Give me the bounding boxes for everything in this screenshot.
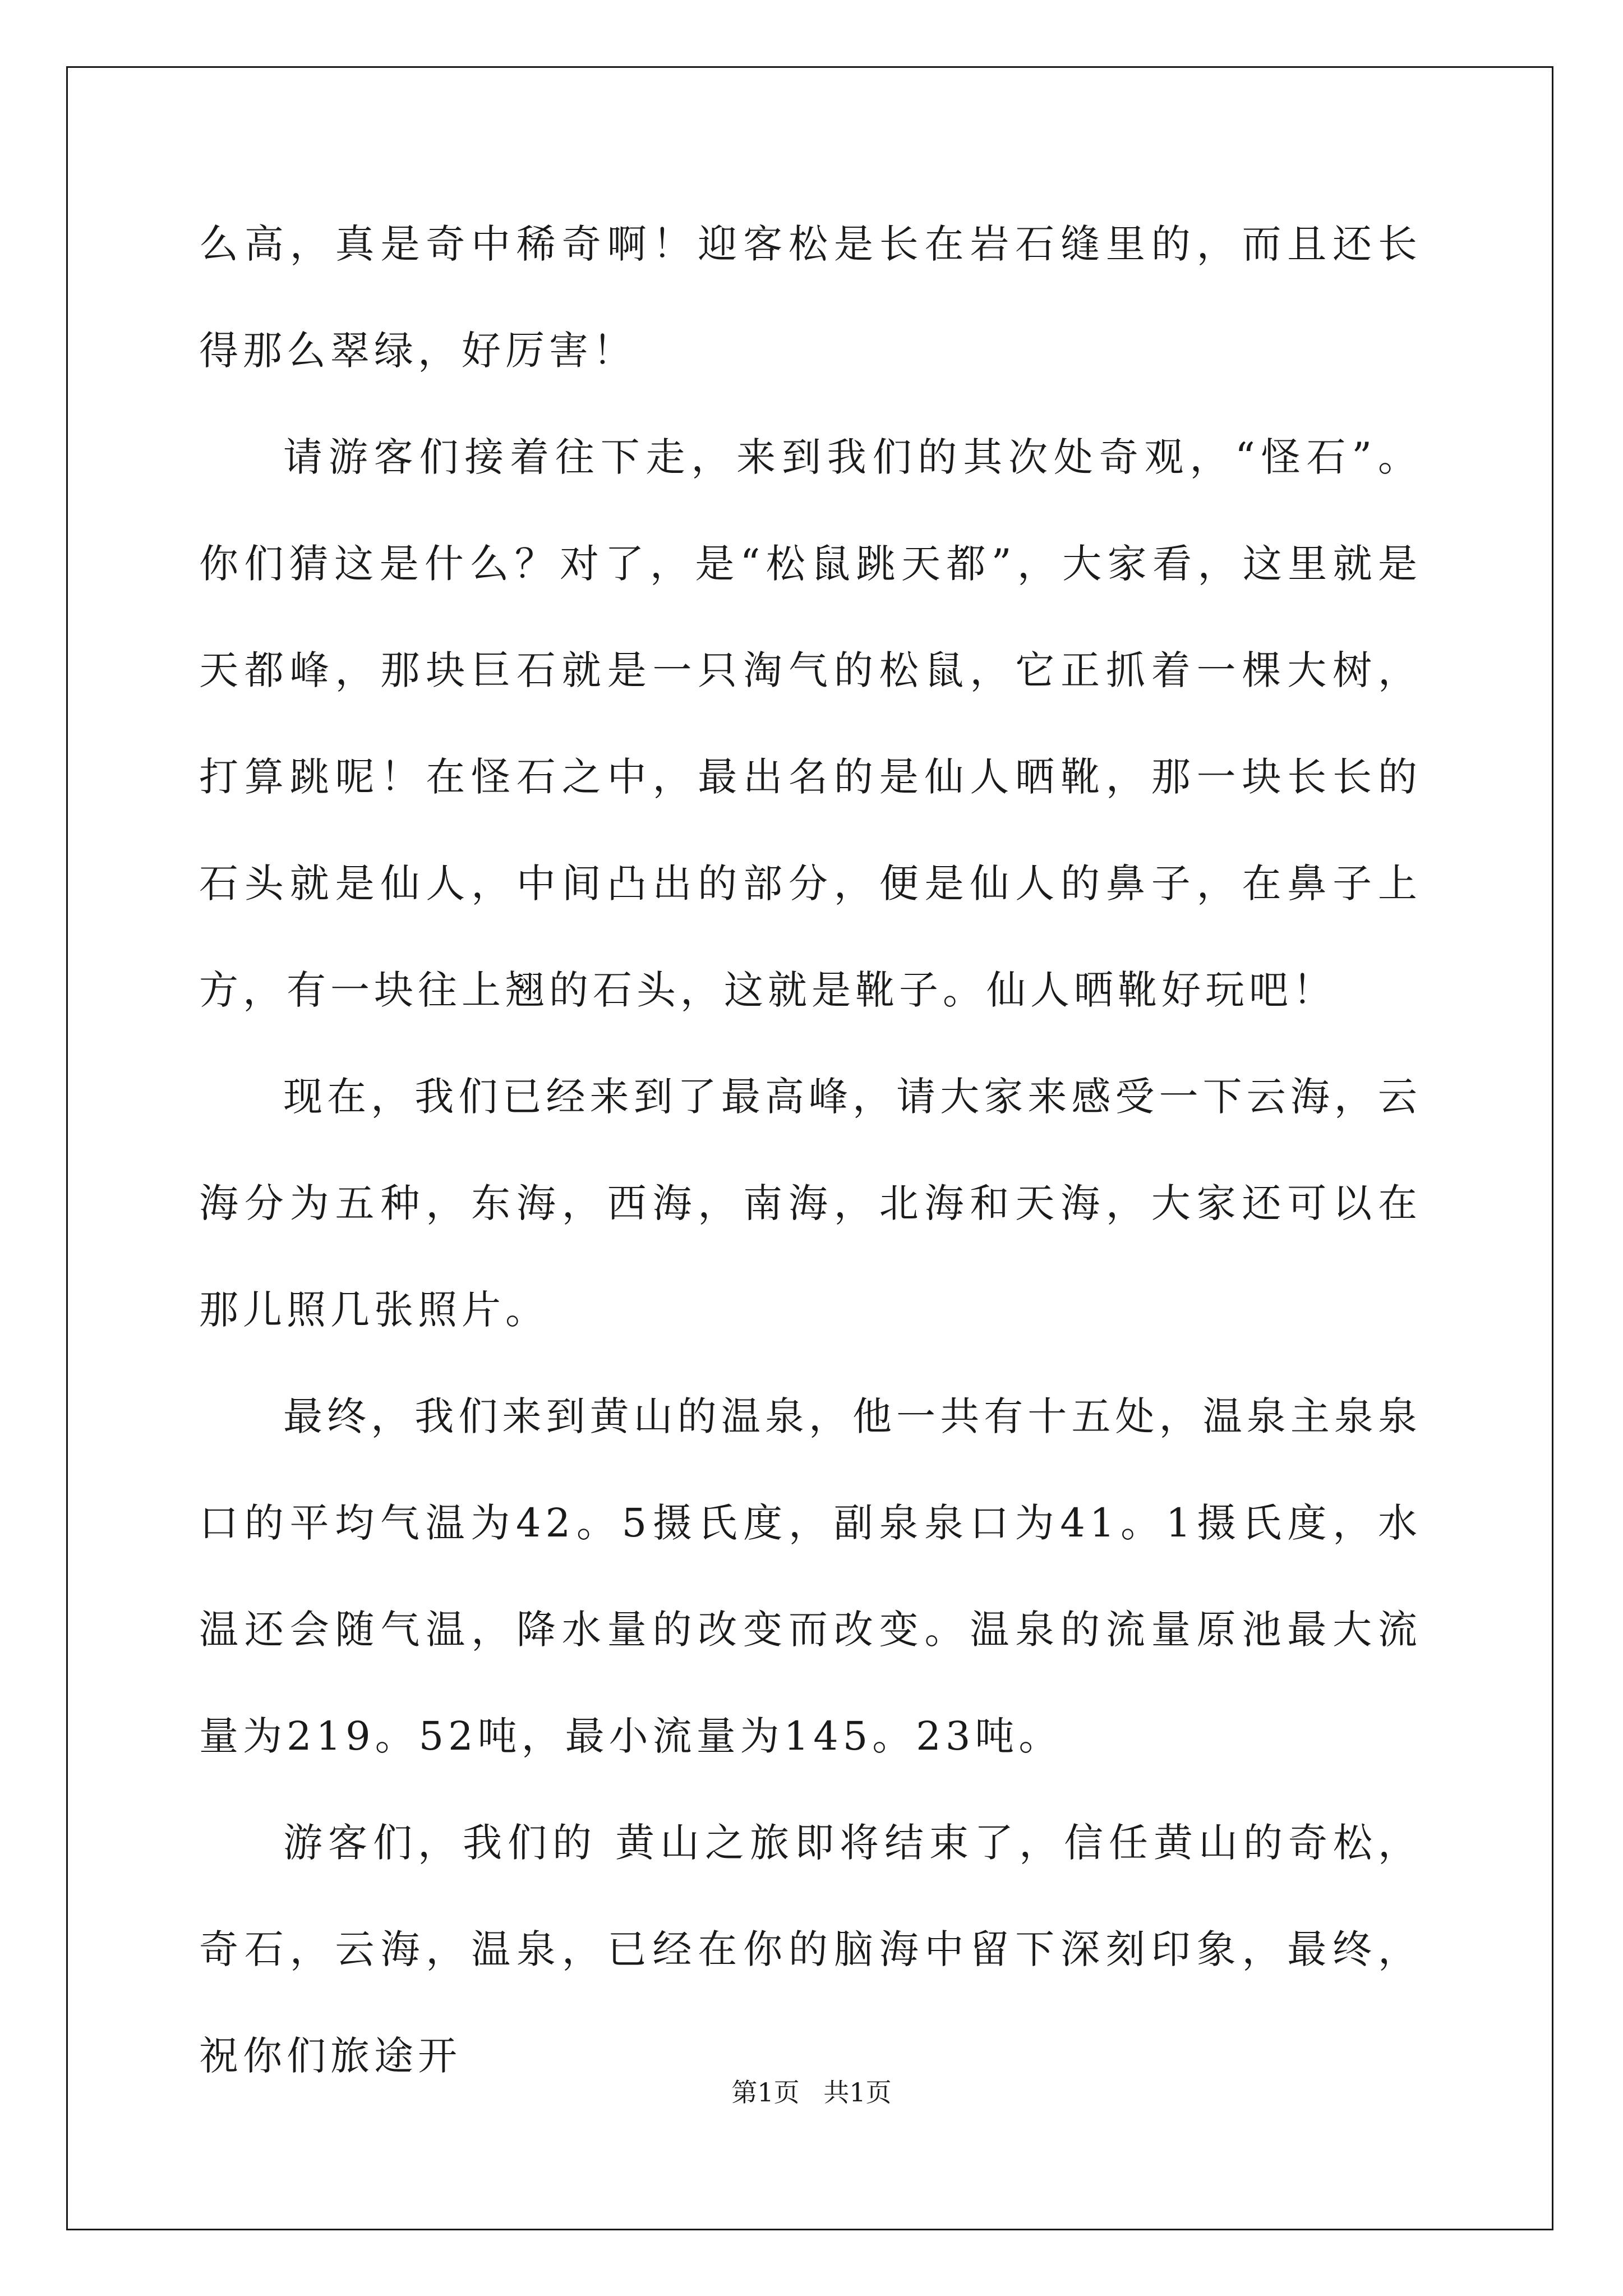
paragraph-5: 游客们，我们的 黄山之旅即将结束了，信任黄山的奇松，奇石，云海，温泉，已经在你的脑海中留下深刻印象，最终，祝你们旅途开 xyxy=(199,1820,1422,2079)
document-body xyxy=(199,191,1422,2109)
paragraph-3: 现在，我们已经来到了最高峰，请大家来感受一下云海，云海分为五种，东海，西海，南海，北海和天海，大家还可以在那儿照几张照片。 xyxy=(199,1074,1422,1333)
page-total: 共1页 xyxy=(823,2077,892,2108)
paragraph-2: 请游客们接着往下走，来到我们的其次处奇观，“怪石”。你们猜这是什么？对了，是“松鼠跳天都”，大家看，这里就是天都峰，那块巨石就是一只淘气的松鼠，它正抓着一棵大树，打算跳呢！在怪石之中，最出名的是仙人晒靴，那一块长长的石头就是仙人，中间凸出的部分，便是仙人的鼻子，在鼻子上方，有一块往上翘的石头，这就是靴子。仙人晒靴好玩吧！ xyxy=(199,434,1422,1013)
paragraph-4: 最终，我们来到黄山的温泉，他一共有十五处，温泉主泉泉口的平均气温为42。5摄氏度，副泉泉口为41。1摄氏度，水温还会随气温，降水量的改变而改变。温泉的流量原池最大流量为219。52吨，最小流量为145。23吨。 xyxy=(199,1393,1422,1759)
paragraph-1: 么高，真是奇中稀奇啊！迎客松是长在岩石缝里的，而且还长得那么翠绿，好厉害！ xyxy=(199,221,1422,374)
page-footer xyxy=(0,2076,1623,2109)
page-number: 第1页 xyxy=(731,2077,800,2108)
